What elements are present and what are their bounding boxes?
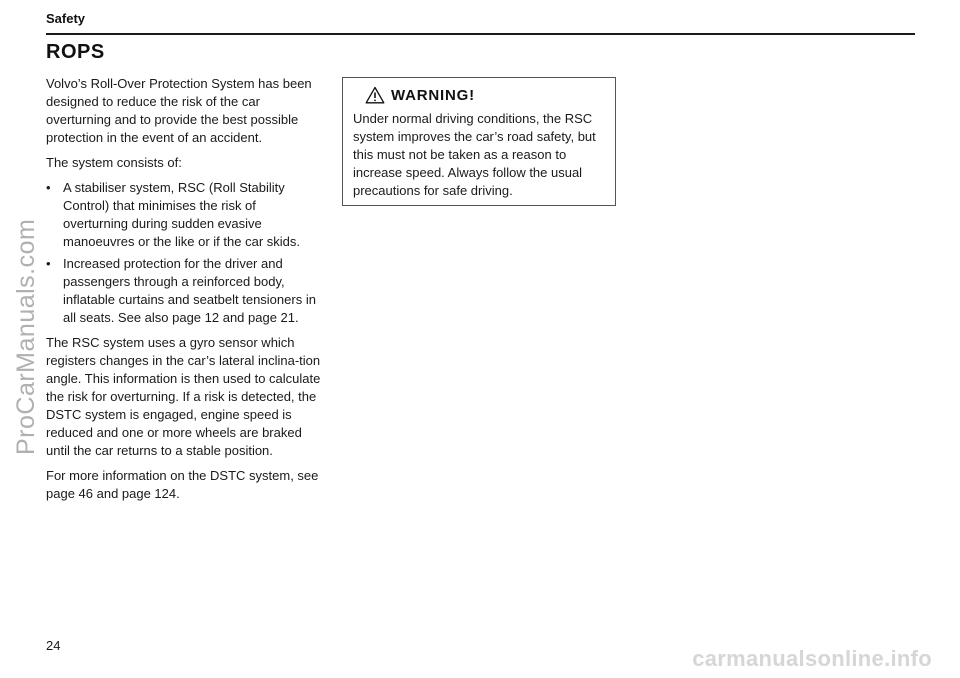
list-item <box>46 255 322 327</box>
header-rule <box>46 33 915 35</box>
page-number: 24 <box>46 638 61 653</box>
rsc-paragraph: The RSC system uses a gyro sensor which registers changes in the car’s lateral inclina-tion angle. This information is then used to calculate the risk for overturning. If a risk is detected, the DSTC system is engaged, engine speed is reduced and one or more wheels are braked until the car returns to a stable position. <box>46 335 321 458</box>
list-item <box>46 179 322 251</box>
bullet-symbol: • <box>46 256 51 271</box>
intro-paragraph: Volvo’s Roll-Over Protection System has been designed to reduce the risk of the car overturning and to provide the best possible protection in the event of an accident. <box>46 76 312 145</box>
list-item-text: A stabiliser system, RSC (Roll Stability Control) that minimises the risk of overturning during sudden evasive manoeuvres or the like or if the car skids. <box>63 180 300 249</box>
consists-of-paragraph: The system consists of: <box>46 155 182 170</box>
list-item-text: Increased protection for the driver and passengers through a reinforced body, inflatable curtains and seatbelt tensioners in all seats. See also page 12 and page 21. <box>63 256 316 325</box>
warning-box <box>342 77 616 206</box>
warning-text: Under normal driving conditions, the RSC system improves the car’s road safety, but this must not be taken as a reason to increase speed. Always follow the usual precautions for safe driving. <box>353 111 596 198</box>
bottom-watermark: carmanualsonline.info <box>692 646 932 671</box>
bullet-symbol: • <box>46 180 51 195</box>
warning-title: WARNING! <box>391 86 475 104</box>
feature-list <box>46 179 322 327</box>
section-label: Safety <box>46 11 86 26</box>
more-info-paragraph: For more information on the DSTC system, see page 46 and page 124. <box>46 468 319 501</box>
warning-triangle-icon <box>365 86 385 104</box>
warning-header <box>365 86 605 104</box>
page-title: ROPS <box>46 41 105 63</box>
side-watermark: ProCarManuals.com <box>12 218 40 455</box>
main-text-column <box>46 75 322 510</box>
